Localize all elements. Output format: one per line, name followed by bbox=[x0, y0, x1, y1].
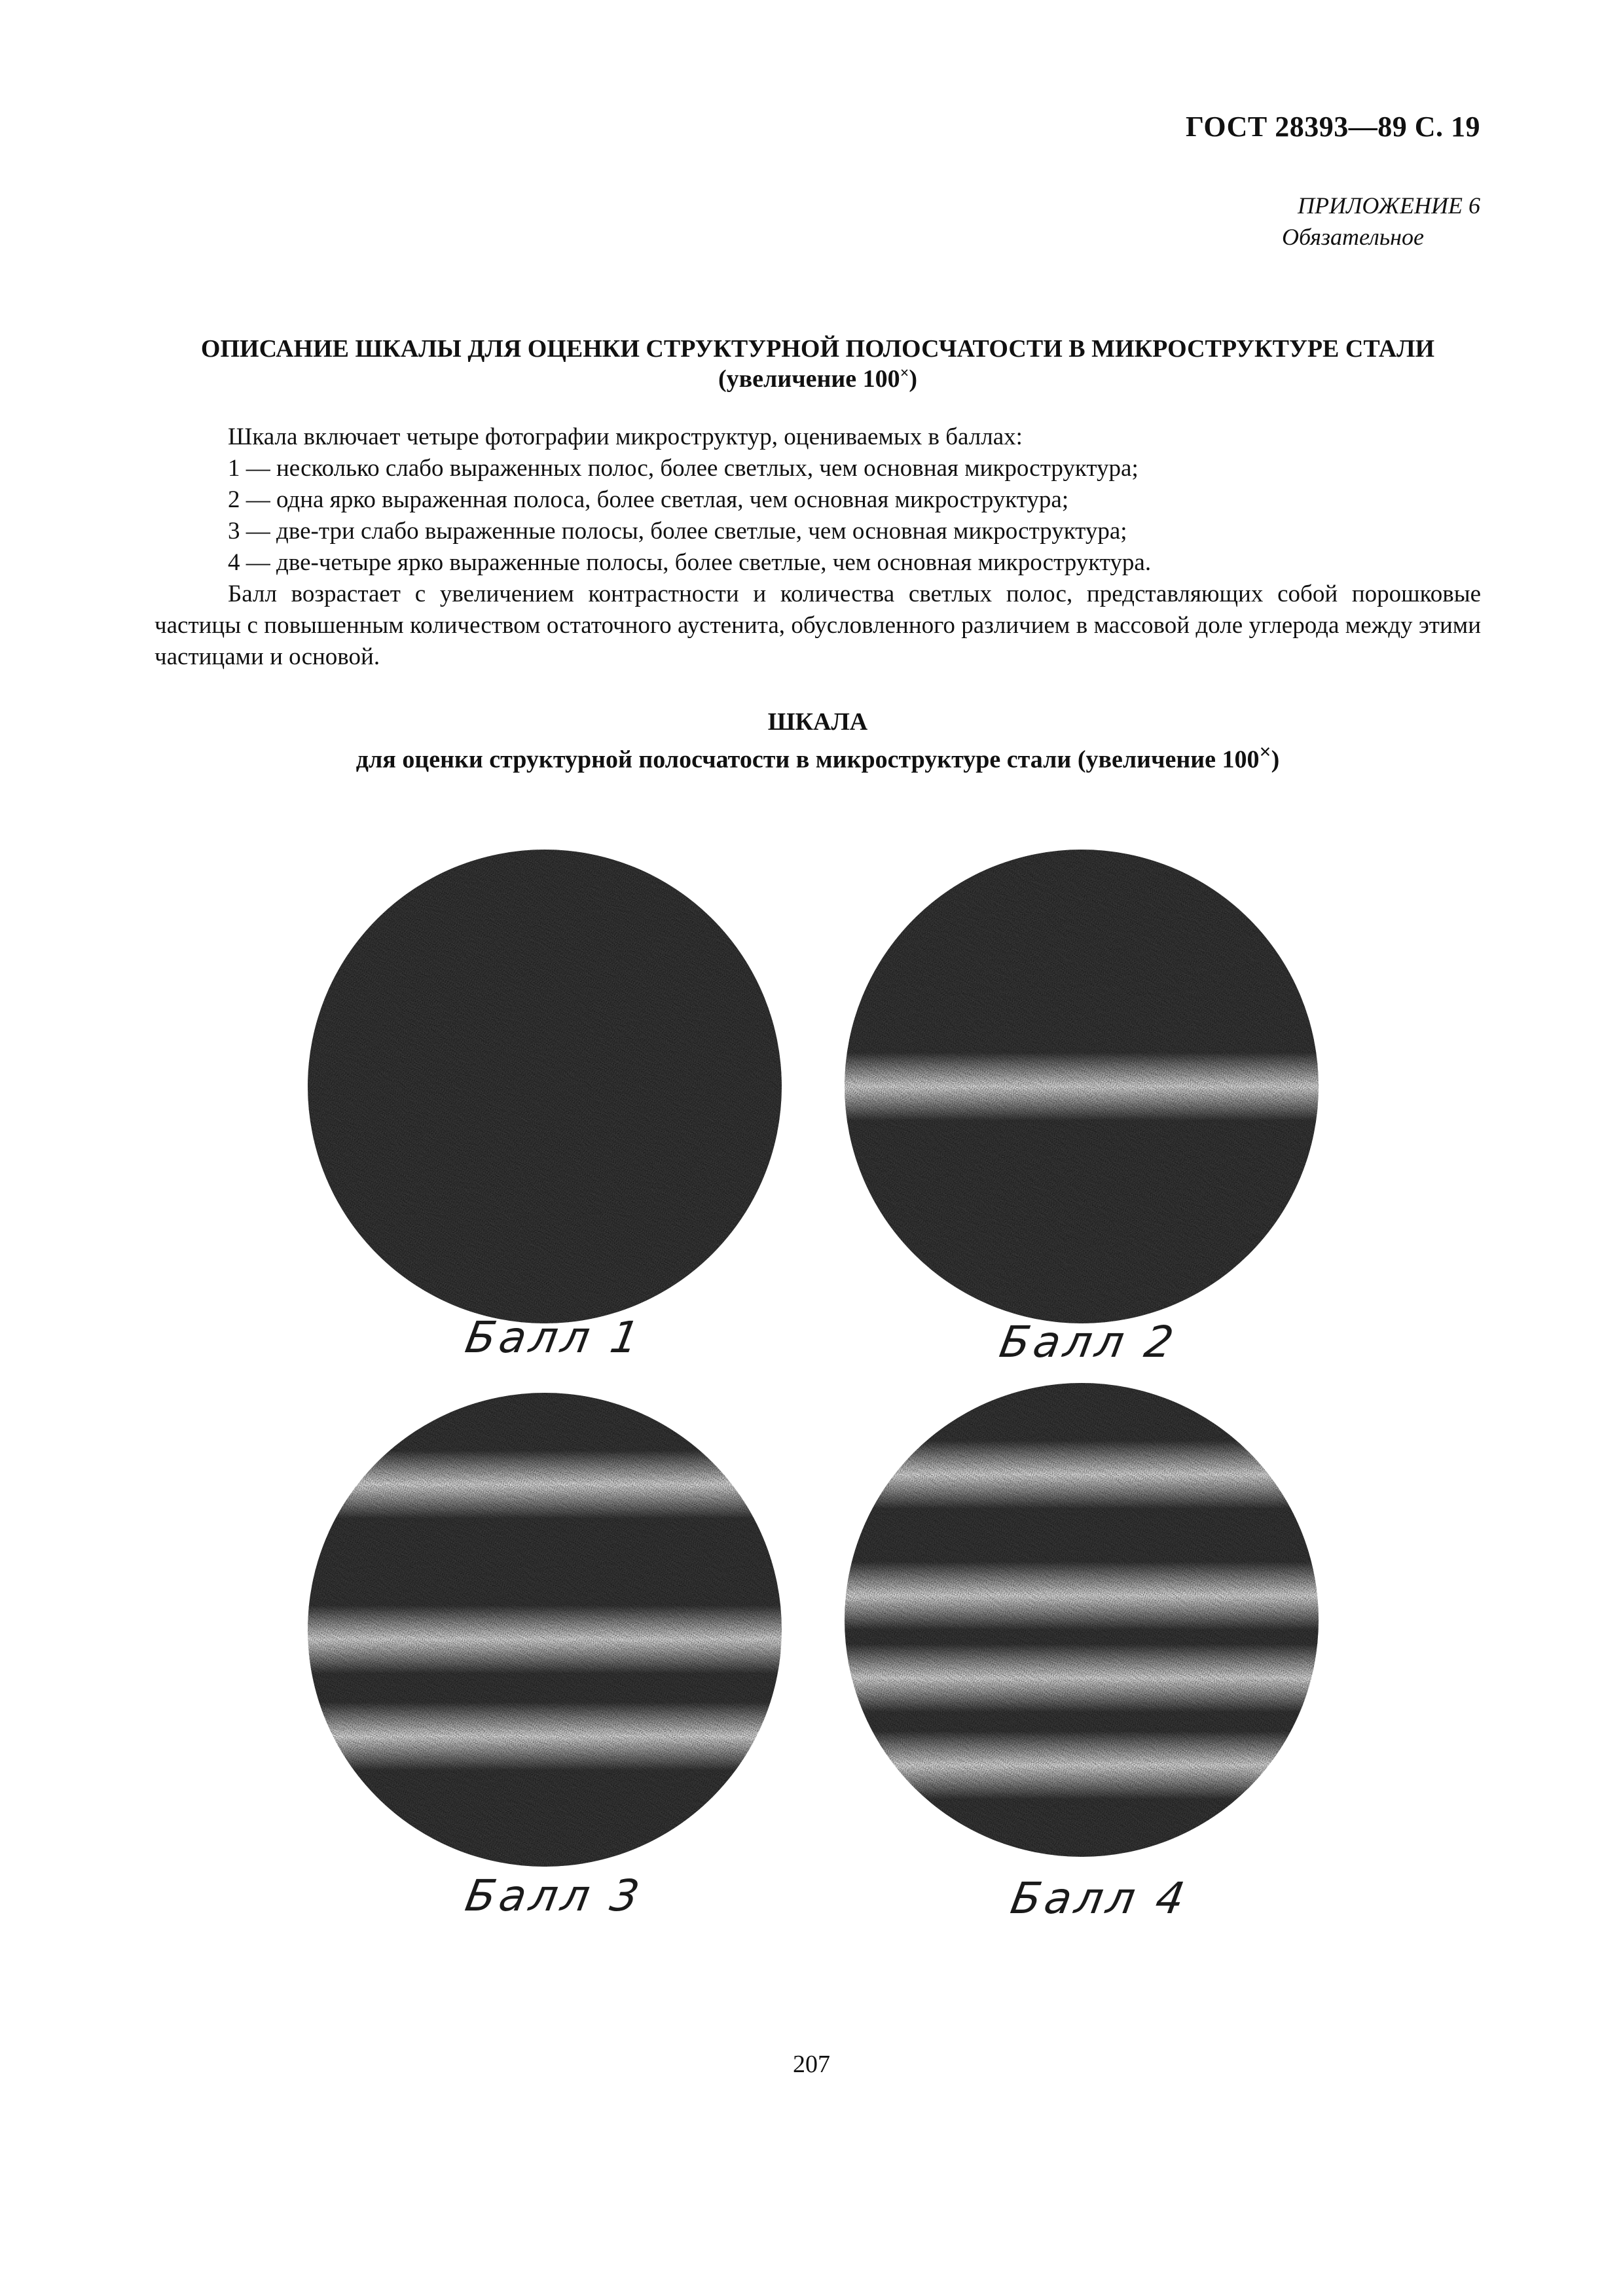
micrograph-image bbox=[839, 844, 1324, 1329]
document-header: ГОСТ 28393—89 С. 19 bbox=[1185, 111, 1480, 143]
scale-heading: ШКАЛА bbox=[767, 708, 868, 736]
description-text bbox=[155, 422, 1481, 673]
plate-label-3: Балл 3 bbox=[462, 1871, 647, 1921]
section-title-line1: ОПИСАНИЕ ШКАЛЫ ДЛЯ ОЦЕНКИ СТРУКТУРНОЙ ПОЛОСЧАТОСТИ В МИКРОСТРУКТУРЕ СТАЛИ bbox=[200, 335, 1435, 363]
scale-subheading-text: для оценки структурной полосчатости в микроструктуре стали (увеличение 100 bbox=[356, 745, 1260, 774]
scale-subheading bbox=[155, 737, 1481, 775]
appendix-status: Обязательное bbox=[1282, 224, 1424, 250]
micrograph-grain-dark bbox=[841, 1379, 1324, 1862]
plate-label-1: Балл 1 bbox=[462, 1312, 647, 1363]
section-title-line2 bbox=[155, 364, 1481, 394]
micrograph-plate-1 bbox=[302, 844, 787, 1329]
micrograph-plate-3 bbox=[302, 1388, 787, 1872]
scale-title bbox=[155, 707, 1481, 775]
score-item-4: 4 — две-четыре ярко выраженные полосы, более светлые, чем основная микроструктура. bbox=[228, 549, 1152, 576]
magnification-text: (увеличение 100 bbox=[718, 365, 900, 393]
micrograph-image bbox=[839, 1378, 1324, 1862]
plate-label-2: Балл 2 bbox=[996, 1317, 1181, 1367]
description-conclusion: Балл возрастает с увеличением контрастности и количества светлых полос, представляющих собой порошковые частицы с повышенным количеством остаточного аустенита, обусловленного различием в массовой доле углерода между этими частицами и основой. bbox=[155, 581, 1481, 670]
description-intro: Шкала включает четыре фотографии микроструктур, оцениваемых в баллах: bbox=[228, 423, 1023, 450]
section-title bbox=[155, 334, 1481, 394]
scale-subheading-close: ) bbox=[1271, 745, 1280, 774]
appendix-block bbox=[1282, 190, 1480, 253]
micrograph-grain-dark bbox=[304, 1389, 787, 1872]
micrograph-grain-dark bbox=[841, 846, 1324, 1329]
plate-label-4: Балл 4 bbox=[1007, 1873, 1192, 1924]
magnification-sign: × bbox=[900, 365, 909, 382]
appendix-label: ПРИЛОЖЕНИЕ 6 bbox=[1298, 192, 1480, 219]
micrograph-image bbox=[302, 1388, 787, 1872]
micrograph-image bbox=[302, 844, 787, 1329]
score-item-3: 3 — две-три слабо выраженные полосы, более светлые, чем основная микроструктура; bbox=[228, 518, 1127, 545]
score-item-1: 1 — несколько слабо выраженных полос, более светлых, чем основная микроструктура; bbox=[228, 455, 1139, 482]
magnification-close: ) bbox=[909, 365, 918, 393]
micrograph-plate-2 bbox=[839, 844, 1324, 1329]
micrograph-plate-4 bbox=[839, 1378, 1324, 1862]
score-item-2: 2 — одна ярко выраженная полоса, более светлая, чем основная микроструктура; bbox=[228, 486, 1069, 513]
scale-magnification-sign: × bbox=[1259, 740, 1271, 763]
page-number: 207 bbox=[793, 2051, 830, 2078]
micrograph-grain-dark bbox=[304, 846, 787, 1329]
